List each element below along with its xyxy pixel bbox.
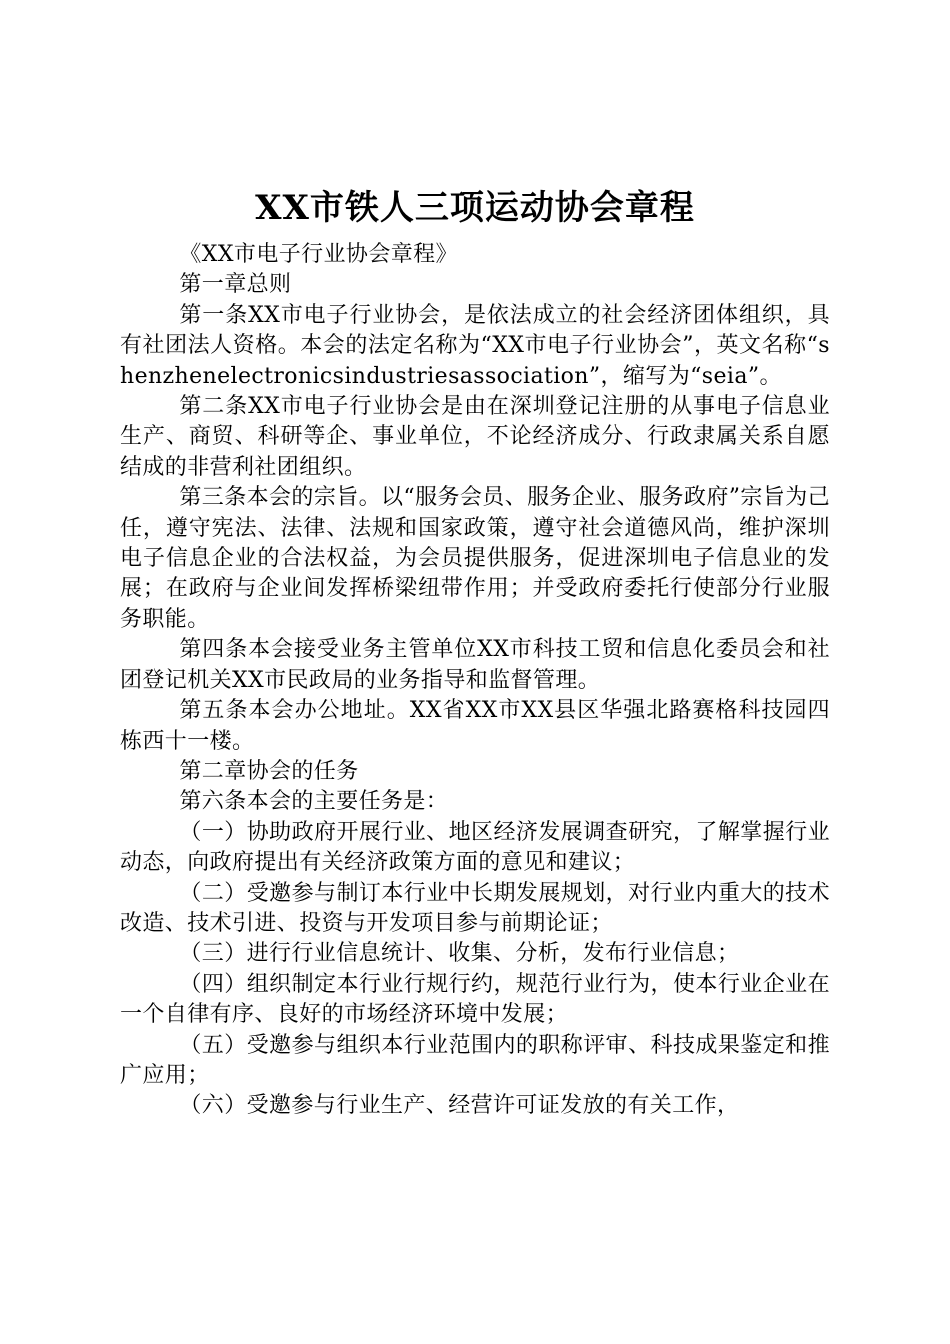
- paragraph-task-1: （一）协助政府开展行业、地区经济发展调查研究，了解掌握行业动态，向政府提出有关经济政策方面的意见和建议；: [120, 819, 830, 876]
- paragraph-task-6: （六）受邀参与行业生产、经营许可证发放的有关工作，: [179, 1093, 740, 1119]
- paragraph-chapter-1-heading: 第一章总则: [179, 272, 292, 298]
- paragraph-article-2: 第二条XX市电子行业协会是由在深圳登记注册的从事电子信息业生产、商贸、科研等企、事业单位，不论经济成分、行政隶属关系自愿结成的非营利社团组织。: [120, 394, 830, 480]
- paragraph-task-3: （三）进行行业信息统计、收集、分析，发布行业信息；: [179, 941, 740, 967]
- document-title: XX市铁人三项运动协会章程: [255, 188, 695, 228]
- paragraph-source-title: 《XX市电子行业协会章程》: [179, 242, 458, 267]
- paragraph-task-5: （五）受邀参与组织本行业范围内的职称评审、科技成果鉴定和推广应用；: [120, 1032, 830, 1088]
- paragraph-task-4: （四）组织制定本行业行规行约，规范行业行为，使本行业企业在一个自律有序、良好的市场经济环境中发展；: [120, 971, 830, 1028]
- paragraph-article-6: 第六条本会的主要任务是：: [179, 789, 449, 815]
- paragraph-task-2: （二）受邀参与制订本行业中长期发展规划，对行业内重大的技术改造、技术引进、投资与开发项目参与前期论证；: [120, 880, 830, 936]
- paragraph-chapter-2-heading: 第二章协会的任务: [179, 758, 359, 784]
- paragraph-article-4: 第四条本会接受业务主管单位XX市科技工贸和信息化委员会和社团登记机关XX市民政局的业务指导和监督管理。: [120, 637, 830, 693]
- document-body: [120, 180, 830, 1122]
- paragraph-article-5: 第五条本会办公地址。XX省XX市XX县区华强北路赛格科技园四栋西十一楼。: [120, 698, 830, 754]
- paragraph-article-1: 第一条XX市电子行业协会，是依法成立的社会经济团体组织，具有社团法人资格。本会的法定名称为“XX市电子行业协会”，英文名称“shenzhenelectronicsindustriesassociation”，缩写为“seia”。: [120, 302, 830, 389]
- paragraph-article-3: 第三条本会的宗旨。以“服务会员、服务企业、服务政府”宗旨为己任，遵守宪法、法律、法规和国家政策，遵守社会道德风尚，维护深圳电子信息企业的合法权益，为会员提供服务，促进深圳电子信息业的发展；在政府与企业间发挥桥梁纽带作用；并受政府委托行使部分行业服务职能。: [120, 485, 830, 632]
